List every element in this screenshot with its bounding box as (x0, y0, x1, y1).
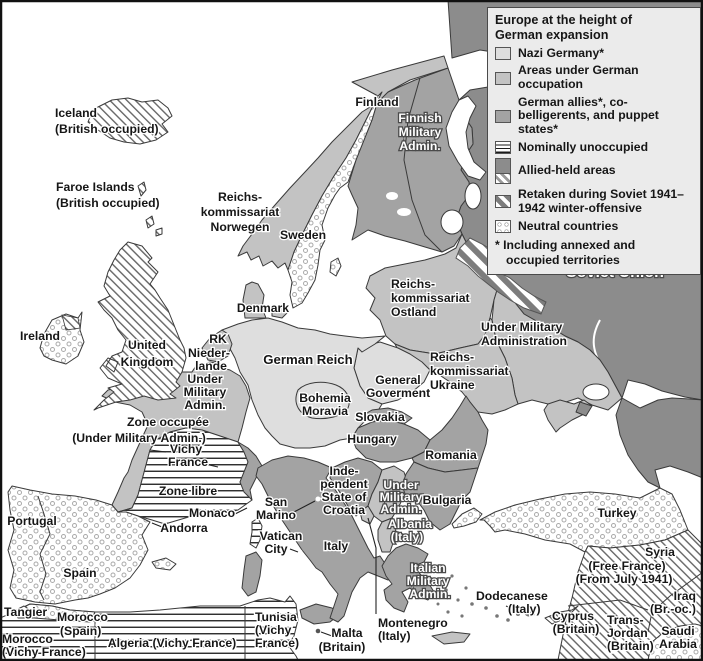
label-cyprus: (Britain) (552, 622, 600, 636)
legend-item-nazi (495, 47, 693, 61)
label-romania: Romania (425, 448, 477, 462)
label-vatican-city: City (264, 542, 288, 556)
label-bohemia-moravia: Bohemia (299, 391, 351, 405)
label-bohemia-moravia: Moravia (301, 404, 349, 418)
label-under-military-administration: Under Military (481, 320, 563, 334)
label-rk-niederlande: RK (209, 332, 227, 346)
legend (487, 7, 701, 275)
label-trans-jordan: Trans- (607, 613, 644, 627)
label-general-government: Goverment (365, 386, 431, 400)
label-monaco: Monaco (188, 506, 236, 520)
label-under-military-admin-belgium: Admin. (184, 398, 226, 412)
label-slovakia: Slovakia (355, 410, 405, 424)
label-rk-niederlande: Nieder- (188, 346, 230, 360)
label-dodecanese: (Italy) (508, 602, 541, 616)
legend-item-label: Nominally unoccupied (518, 139, 649, 154)
label-under-military-admin-belgium: Military (183, 385, 227, 399)
label-albania: (Italy) (390, 530, 424, 544)
label-bulgaria: Bulgaria (422, 493, 472, 507)
label-rk-niederlande: lande (195, 359, 227, 373)
label-malta: (Britain) (318, 640, 366, 654)
label-san-marino: Marino (256, 508, 296, 522)
label-croatia: Croatia (323, 503, 365, 517)
occupied-swatch (495, 72, 511, 85)
label-trans-jordan: Jordan (607, 626, 648, 640)
label-faroe-islands: (British occupied) (56, 196, 160, 210)
legend-item-label: Neutral countries (518, 218, 619, 233)
legend-item-allied (495, 158, 693, 184)
label-tunisia: France) (255, 636, 300, 650)
label-finland: Finland (355, 95, 399, 109)
finnish-lake (386, 192, 398, 200)
label-portugal: Portugal (7, 514, 57, 528)
label-tunisia: (Vichy (255, 623, 292, 637)
label-sweden: Sweden (279, 228, 327, 242)
label-italian-military-admin: Military (406, 574, 450, 588)
legend-item-occupied (495, 64, 693, 91)
label-cyprus: Cyprus (552, 609, 594, 623)
label-under-military-administration: Administration (481, 334, 567, 348)
label-saudi-arabia: Arabia (659, 637, 697, 651)
allies-swatch (495, 110, 511, 123)
label-albania: Albania (387, 517, 433, 531)
finnish-lake (397, 208, 411, 216)
legend-footnote-line: * Including annexed and (495, 238, 636, 253)
label-syria: Syria (645, 545, 675, 559)
label-under-military-admin-serbia: Under (383, 478, 419, 492)
hstripes-swatch (495, 141, 511, 154)
neutral-swatch (495, 220, 511, 233)
label-german-reich: German Reich (263, 352, 353, 367)
label-malta: Malta (331, 626, 363, 640)
legend-title-line: German expansion (495, 27, 609, 42)
region-vatican-city (298, 550, 303, 555)
legend-item-label: German allies*, co-belligerents, and puppet states* (518, 94, 659, 136)
region-san-marino (316, 497, 321, 502)
label-morocco-vichy: (Vichy France) (2, 645, 86, 659)
label-italian-military-admin: Italian (410, 561, 446, 575)
legend-item-hstripes (495, 141, 693, 155)
label-vichy-france: France (168, 455, 208, 469)
label-hungary: Hungary (347, 432, 397, 446)
label-zone-occupee: Zone occupée (127, 415, 209, 429)
legend-item-allies (495, 96, 693, 137)
retaken-swatch (495, 195, 511, 208)
label-dodecanese: Dodecanese (476, 589, 548, 603)
label-zone-libre: Zone libre (158, 484, 218, 498)
legend-item-label: Nazi Germany* (518, 45, 605, 60)
label-iraq: Iraq (673, 589, 696, 603)
legend-footnote (495, 238, 693, 267)
label-rk-norwegen: Norwegen (210, 220, 270, 234)
label-under-military-admin-serbia: Military (379, 490, 423, 504)
label-morocco-spain: Morocco (57, 610, 108, 624)
legend-title-line: Europe at the height of (495, 13, 633, 27)
label-italy: Italy (323, 539, 349, 553)
label-syria: (Free France) (588, 559, 666, 573)
region-malta (316, 629, 321, 634)
label-croatia: Inde- (329, 464, 359, 478)
label-rk-ostland: Reichs- (391, 277, 436, 291)
label-montenegro: Montenegro (378, 616, 448, 630)
label-rk-ukraine: Ukraine (430, 378, 475, 392)
label-croatia: pendent (320, 477, 368, 491)
legend-title (495, 13, 693, 43)
label-rk-ostland: kommissariat (391, 291, 470, 305)
label-morocco-vichy: Morocco (2, 632, 53, 646)
label-algeria: Algeria (Vichy France) (107, 636, 237, 650)
label-under-military-admin-belgium: Under (187, 372, 223, 386)
label-rk-norwegen: kommissariat (200, 205, 280, 219)
allied-swatch (495, 158, 511, 184)
lake-ladoga (441, 210, 463, 234)
label-rk-ostland: Ostland (391, 305, 437, 319)
label-iraq: (Br.-oc.) (649, 602, 696, 616)
label-trans-jordan: (Britain) (607, 639, 654, 653)
sea-of-azov (583, 384, 609, 400)
legend-item-label: Allied-held areas (518, 163, 616, 178)
label-turkey: Turkey (597, 506, 637, 520)
legend-items (495, 47, 693, 234)
label-spain: Spain (63, 566, 97, 580)
label-finnish-military-admin: Admin. (399, 139, 441, 153)
label-rk-ukraine: Reichs- (430, 350, 475, 364)
label-iceland: (British occupied) (55, 122, 159, 136)
legend-item-label: Areas under German occupation (518, 63, 639, 92)
legend-item-neutral (495, 220, 693, 234)
label-vatican-city: Vatican (259, 529, 303, 543)
label-united-kingdom: United (128, 338, 166, 352)
lake-onega (465, 183, 481, 209)
label-andorra: Andorra (160, 521, 208, 535)
label-general-government: General (375, 373, 421, 387)
label-tunisia: Tunisia (255, 610, 297, 624)
label-denmark: Denmark (236, 301, 290, 315)
legend-footnote-line: occupied territories (506, 252, 620, 267)
label-tangier: Tangier (4, 605, 48, 619)
nazi-swatch (495, 47, 511, 60)
label-under-military-admin-serbia: Admin. (380, 502, 422, 516)
label-italian-military-admin: Admin. (409, 587, 451, 601)
label-saudi-arabia: Saudi (661, 624, 695, 638)
label-iceland: Iceland (55, 106, 97, 120)
label-zone-occupee: (Under Military Admin.) (72, 431, 206, 445)
label-syria: (From July 1941) (575, 572, 673, 586)
label-san-marino: San (264, 495, 288, 509)
label-finnish-military-admin: Finnish (398, 111, 442, 125)
label-rk-norwegen: Reichs- (217, 190, 263, 204)
label-ireland: Ireland (20, 329, 60, 343)
label-vichy-france: Vichy (169, 442, 203, 456)
label-united-kingdom: Kingdom (120, 355, 174, 369)
label-finnish-military-admin: Military (398, 125, 442, 139)
label-morocco-spain: (Spain) (60, 624, 102, 638)
label-croatia: State of (321, 490, 367, 504)
label-rk-ukraine: kommissariat (430, 364, 509, 378)
legend-item-label: Retaken during Soviet 1941– 1942 winter-offensive (518, 187, 684, 215)
label-montenegro: (Italy) (378, 629, 411, 643)
legend-item-retaken (495, 188, 693, 215)
label-faroe-islands: Faroe Islands (56, 180, 135, 194)
